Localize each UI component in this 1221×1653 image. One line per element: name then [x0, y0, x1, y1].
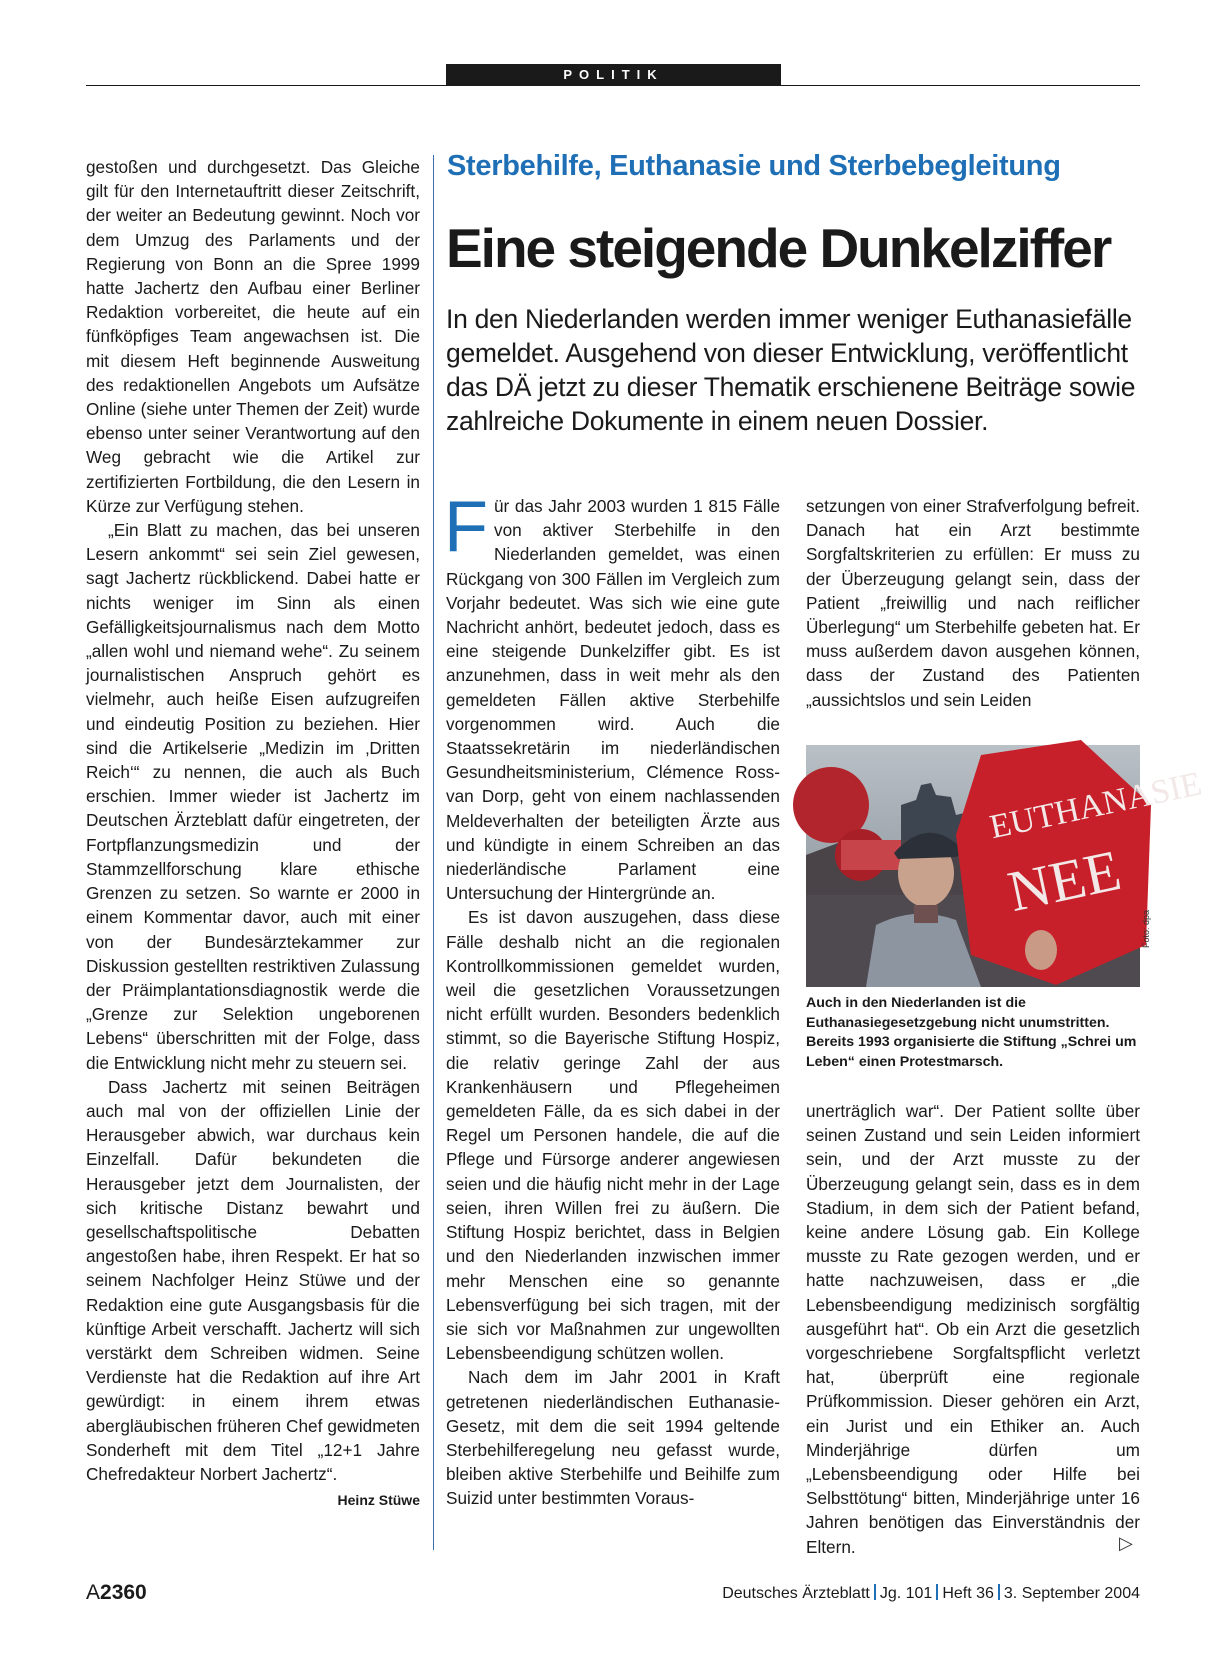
footer-separator	[998, 1584, 1000, 1600]
mid-paragraph-1	[444, 487, 780, 905]
page-number-value: 2360	[100, 1581, 147, 1604]
sign-text-line2: NEE	[1002, 837, 1127, 925]
left-paragraph-3-text: Dass Jachertz mit seinen Beiträgen auch mal von der offiziellen Linie der Herausgeber abwich, war durchaus kein Einzelfall. Dafür bekundeten die Herausgeber jetzt dem Journalisten, der sich kritische Distanz bewahrt und gesellschaftspolitische Debatten angestoßen habe, ihren Respekt. Er hat so seinem Nachfolger Heinz Stüwe und der Redaktion eine gute Ausgangsbasis für die künftige Arbeit verschafft. Jachertz will sich verstärkt dem Schreiben widmen. Seine Verdienste hat die Redaktion auf ihre Art gewürdigt: in einem ihrem etwas abergläubischen früheren Chef gewidmeten Sonderheft mit dem Titel „12+1 Jahre Chefredakteur Norbert Jachertz“.	[86, 1076, 420, 1484]
page-number	[86, 1581, 147, 1605]
page-prefix: A	[86, 1581, 101, 1604]
journal-issue: Heft 36	[942, 1585, 994, 1602]
footer-separator	[936, 1584, 938, 1600]
mid-paragraph-3: Nach dem im Jahr 2001 in Kraft getretenen niederländischen Euthanasie-Gesetz, mit dem die seit 1994 geltende Sterbehilferegelung neu gefasst wurde, bleiben aktive Sterbehilfe und Beihilfe zum Suizid unter bestimmten Voraus-	[446, 1367, 780, 1509]
journal-name: Deutsches Ärzteblatt	[722, 1585, 870, 1602]
section-label: POLITIK	[446, 64, 781, 85]
left-column	[86, 155, 420, 1512]
right-paragraph-bottom: unerträglich war“. Der Patient sollte über seinen Zustand und sein Leiden informiert sein, und der Arzt musste zu der Überzeugung gelangt sein, dass es in dem Stadium, in dem sich der Patient befand, keine andere Lösung gab. Ein Kollege musste zu Rate gezogen werden, und er hatte nachzuweisen, dass er „die Lebensbeendigung medizinisch sorgfältig ausgeführt hat“. Ob ein Arzt die gesetzlich vorgeschriebene Sorgfaltspflicht verletzt hat, überprüft eine regionale Prüfkommission. Dieser gehören ein Arzt, ein Jurist und ein Ethiker an. Auch Minderjährige dürfen um „Lebensbeendigung oder Hilfe bei Selbsttötung“ bitten, Minderjährige unter 16 Jahren benötigen das Einverständnis der Eltern.	[806, 1101, 1140, 1557]
mid-paragraph-2: Es ist davon auszugehen, dass diese Fälle deshalb nicht an die regionalen Kontrollkommissionen gemeldet wurden, weil die gesetzlichen Voraussetzungen nicht erfüllt wurden. Besonders bedenklich stimmt, so die Bayerische Stiftung Hospiz, die relativ geringe Zahl der aus Krankenhäusern und Pflegeheimen gemeldeten Fälle, da es sich dabei in der Regel um Personen handele, die auf die Pflege und Fürsorge anderer angewiesen seien und die häufig nicht mehr in der Lage seien, ihren Willen frei zu äußern. Die Stiftung Hospiz berichtet, dass in Belgien und den Niederlanden inzwischen immer mehr Menschen eine so genannte Lebensverfügung bei sich tragen, mit der sie sich vor Maßnahmen zur ungewollten Lebensbeendigung schützen wollen.	[446, 907, 780, 1364]
author-signature: Heinz Stüwe	[337, 1492, 420, 1509]
right-paragraph-top: setzungen von einer Strafverfolgung befreit. Danach hat ein Arzt bestimmte Sorgfaltskriterien zu erfüllen: Er muss zu der Überzeugung gelangt sein, dass der Patient „freiwillig und nach reiflicher Überlegung“ um Sterbehilfe gebeten hat. Er muss außerdem davon ausgehen können, dass der Zustand des Patienten „aussichtslos und sein Leiden	[806, 496, 1140, 710]
right-column-top	[806, 494, 1140, 712]
journal-date: 3. September 2004	[1003, 1585, 1140, 1602]
journal-volume: Jg. 101	[879, 1585, 933, 1602]
left-paragraph-2: „Ein Blatt zu machen, das bei unseren Lesern ankommt“ sei sein Ziel gewesen, sagt Jachertz rückblickend. Dabei hatte er nichts weniger im Sinn als einen Gefälligkeitsjournalismus nach dem Motto „allen wohl und niemand wehe“. Zu seinem journalistischen Anspruch gehört es vielmehr, auch heiße Eisen aufzugreifen und eindeutig Position zu beziehen. Hier sind die Artikelserie „Medizin im ‚Dritten Reich‘“ zu nennen, die auch als Buch erschien. Immer wieder ist Jachertz im Deutschen Ärzteblatt dafür eingetreten, der Fortpflanzungsmedizin und der Stammzellforschung klare ethische Grenzen zu setzen. So warnte er 2000 in einem Kommentar davor, auch mit einer von der Bundesärztekammer zur Diskussion gestellten restriktiven Zulassung der Präimplantationsdiagnostik werde die „Grenze zur Selektion ungeborenen Lebens“ überschritten mit der Folge, dass die Entwicklung nicht mehr zu steuern sei.	[86, 520, 420, 1073]
left-paragraph-3	[86, 1075, 420, 1509]
mid-paragraph-1-text: ür das Jahr 2003 wurden 1 815 Fälle von aktiver Sterbehilfe in den Niederlanden gemeldet, was einen Rückgang von 300 Fällen im Vergleich zum Vorjahr bedeutet. Was sich wie eine gute Nachricht anhört, bedeutet jedoch, dass es eine steigende Dunkelziffer gibt. Es ist anzunehmen, dass in weit mehr als den gemeldeten Fällen aktive Sterbehilfe vorgenommen wird. Auch die Staatssekretärin im niederländischen Gesundheitsministerium, Clémence Ross-van Dorp, geht von einem nachlassenden Meldeverhalten der beteiligten Ärzte aus und kündigte in einem Schreiben an das niederländische Parlament eine Untersuchung der Hintergründe an.	[446, 496, 780, 904]
footer-separator	[874, 1584, 876, 1600]
left-paragraph-1: gestoßen und durchgesetzt. Das Gleiche gilt für den Internetauftritt dieser Zeitschrift, der weiter an Bedeutung gewinnt. Noch vor dem Umzug des Parlaments und der Regierung von Bonn an die Spree 1999 hatte Jachertz den Aufbau einer Berliner Redaktion vorbereitet, die heute auf ein fünfköpfiges Team angewachsen ist. Die mit diesem Heft beginnende Ausweitung des redaktionellen Angebots um Aufsätze Online (siehe unter Themen der Zeit) wurde ebenso unter seiner Verantwortung auf den Weg gebracht wie die Artikel zur zertifizierten Fortbildung, die den Lesern in Kürze zur Verfügung stehen.	[86, 157, 420, 516]
drop-cap: F	[444, 487, 488, 567]
article-headline: Eine steigende Dunkelziffer	[446, 217, 1111, 279]
photo-credit: Foto: dpa	[1141, 909, 1151, 948]
middle-column	[444, 487, 780, 1511]
header-rule	[86, 85, 1140, 86]
sign-text-line1: EUTHANASIE	[986, 765, 1205, 847]
column-divider	[433, 155, 434, 1550]
continue-arrow-icon: ▷	[1119, 1533, 1133, 1553]
article-lead: In den Niederlanden werden immer weniger Euthanasiefälle gemeldet. Ausgehend von dieser Entwicklung, veröffentlicht das DÄ jetzt zu dieser Thematik erschienene Beiträge sowie zahlreiche Dokumente in einem neuen Dossier.	[446, 304, 1136, 436]
right-column-bottom	[806, 1099, 1140, 1559]
article-kicker: Sterbehilfe, Euthanasie und Sterbebegleitung	[447, 150, 1061, 182]
photo-caption: Auch in den Niederlanden ist die Euthanasiegesetzgebung nicht unumstritten. Bereits 1993 organisierte die Stiftung „Schrei um Leben“ einen Protestmarsch.	[806, 995, 1137, 1070]
footer-citation	[722, 1584, 1140, 1603]
